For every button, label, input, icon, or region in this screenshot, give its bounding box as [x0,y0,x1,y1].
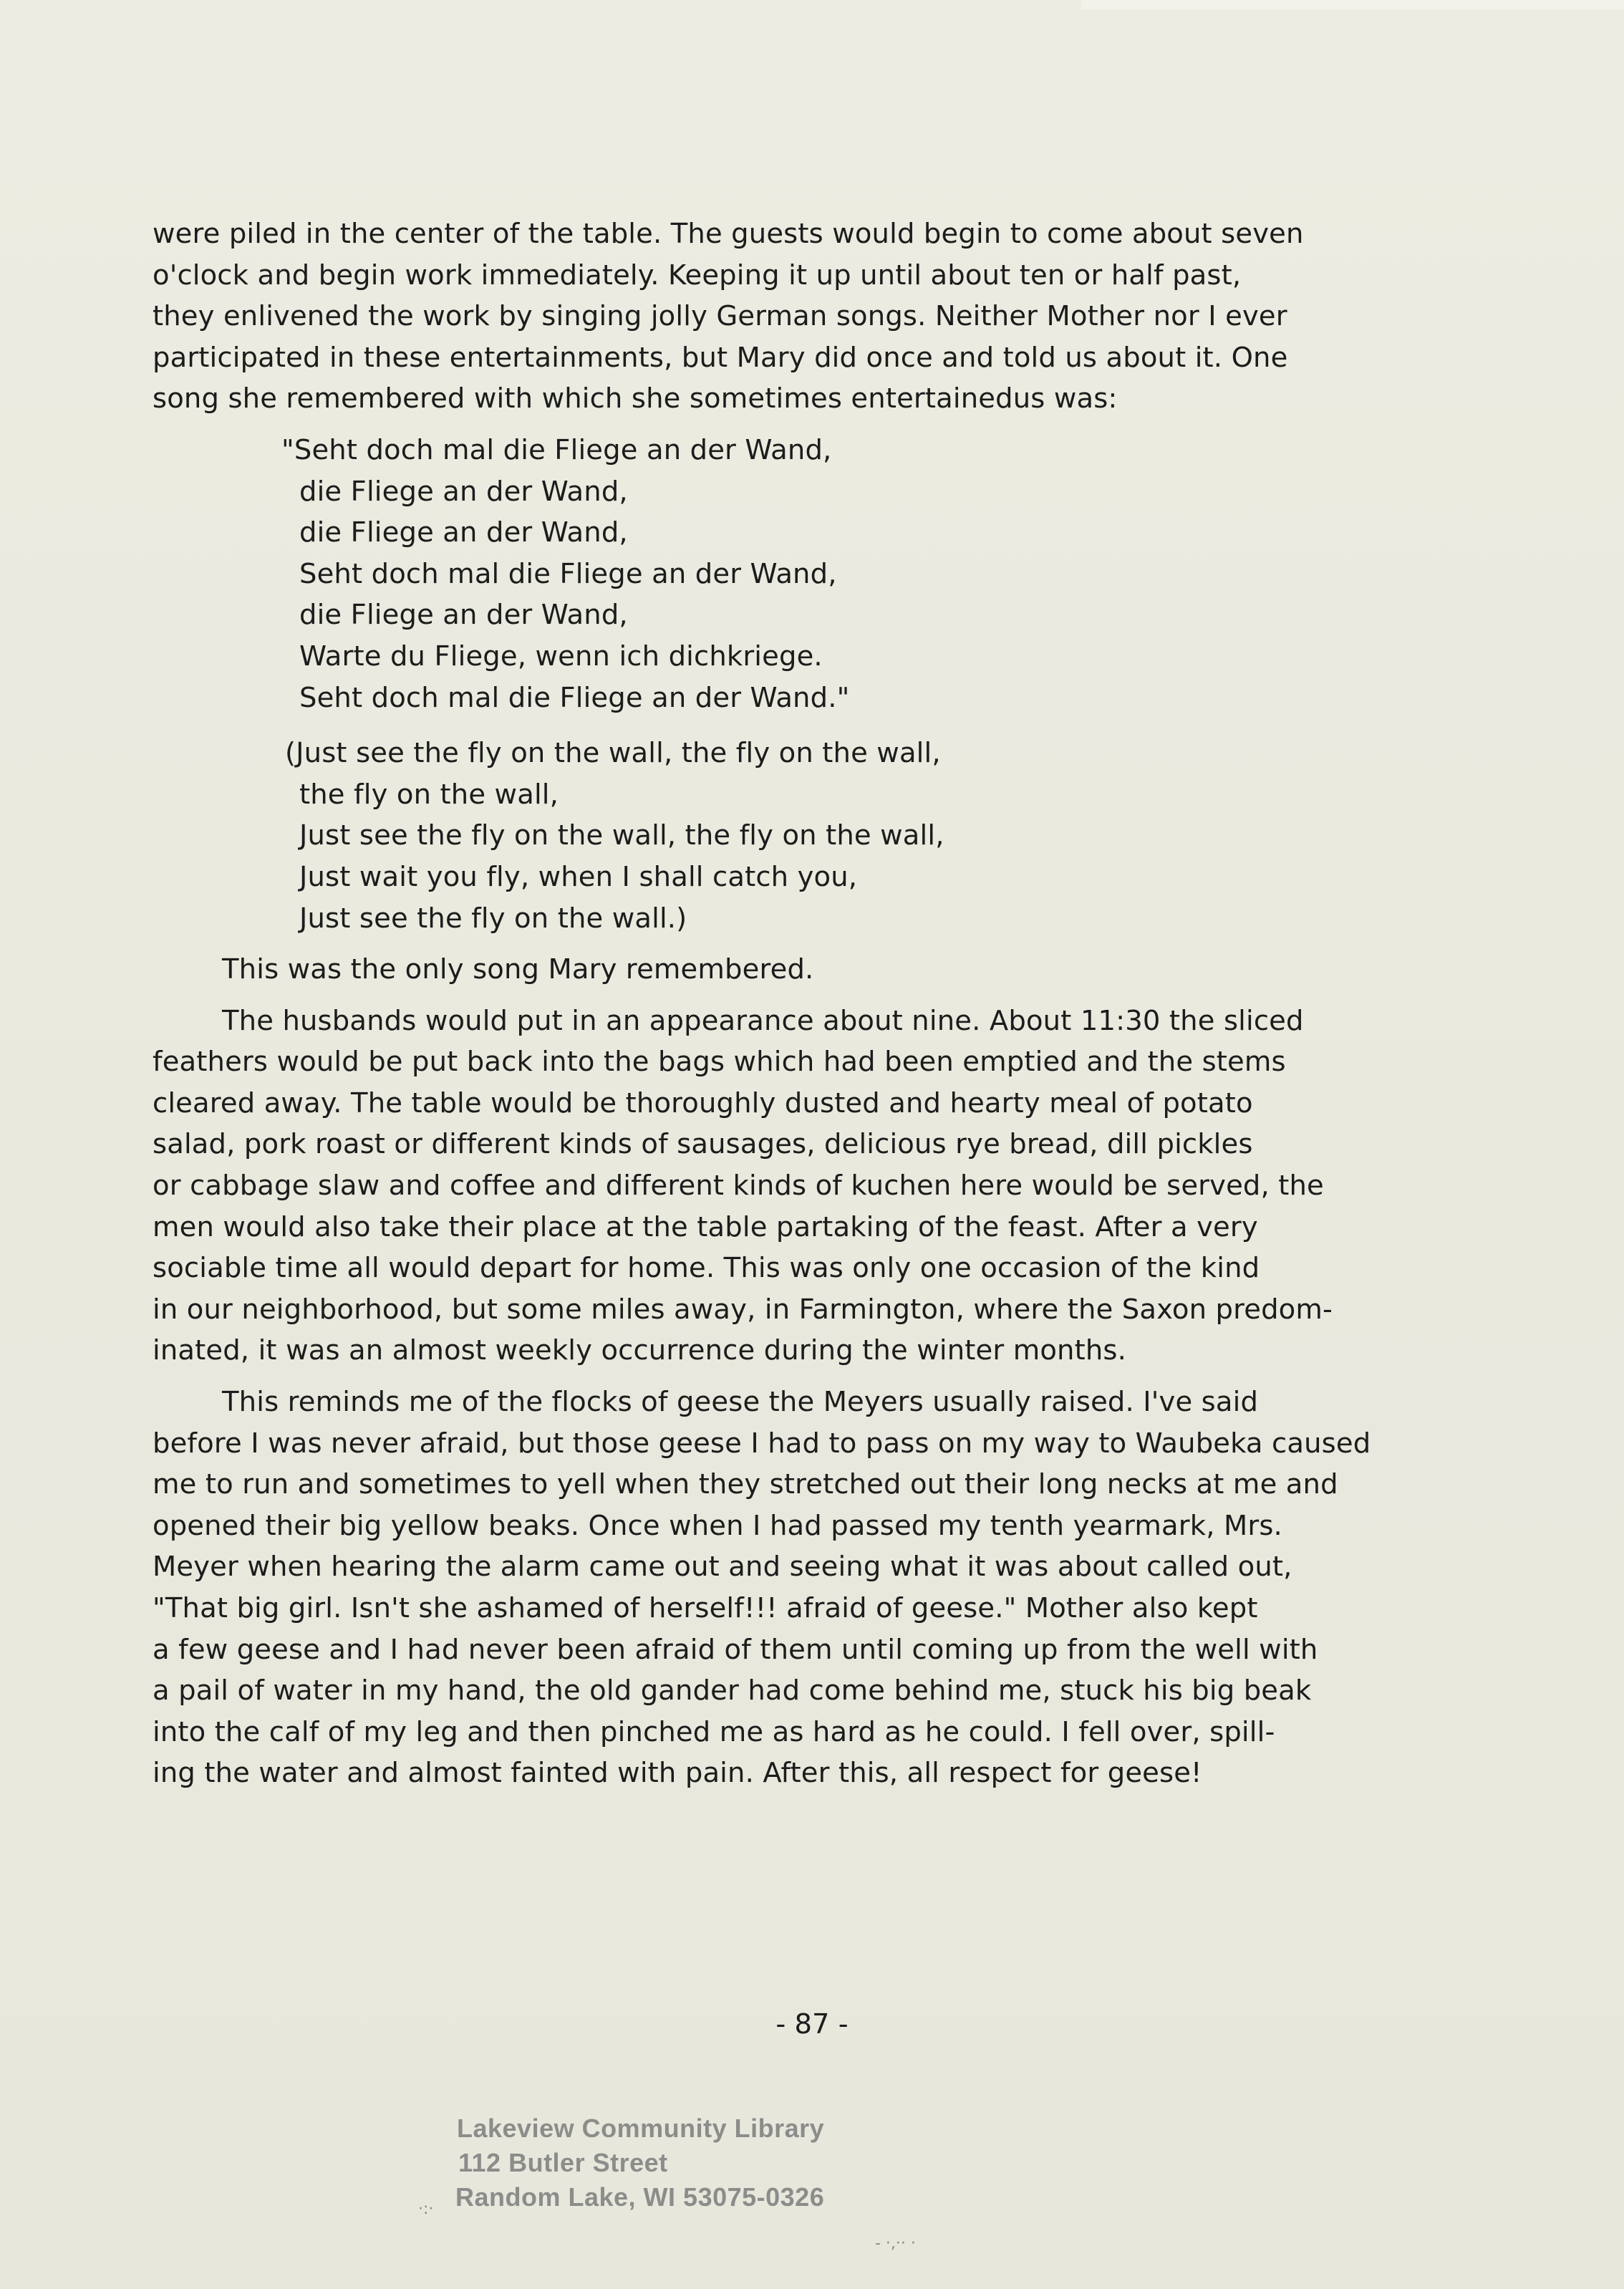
paragraph-2 [153,949,1470,991]
text-line: they enlivened the work by singing jolly German songs. Neither Mother nor I ever [153,300,1287,333]
text-line: or cabbage slaw and coffee and different kinds of kuchen here would be served, the [153,1170,1324,1203]
poem-line: Seht doch mal die Fliege an der Wand." [299,681,850,714]
stamp-street-address: 112 Butler Street [458,2148,668,2177]
poem-translation-line: (Just see the fly on the wall, the fly on the wall, [285,737,941,770]
poem-english [153,733,1470,939]
poem-translation-line: the fly on the wall, [299,778,559,811]
text-line: me to run and sometimes to yell when they stretched out their long necks at me and [153,1468,1338,1501]
page-top-edge [1081,0,1624,10]
poem-german [153,430,1470,718]
stamp-city-zip: Random Lake, WI 53075-0326 [455,2182,825,2212]
paragraph-1 [153,213,1470,420]
text-line: sociable time all would depart for home. This was only one occasion of the kind [153,1252,1260,1285]
paragraph-4 [153,1382,1470,1794]
stamp-library-name: Lakeview Community Library [457,2114,825,2143]
library-stamp [454,2111,824,2215]
page-number: - 87 - [775,2008,849,2040]
poem-line: die Fliege an der Wand, [299,599,628,632]
spacer [153,420,1470,430]
scan-speck: - ·,·· · [875,2235,916,2252]
text-line: "That big girl. Isn't she ashamed of herself!!! afraid of geese." Mother also kept [153,1592,1258,1624]
poem-line: die Fliege an der Wand, [299,475,628,508]
text-line: participated in these entertainments, but Mary did once and told us about it. One [153,341,1288,374]
text-line: Meyer when hearing the alarm came out and seeing what it was about called out, [153,1551,1292,1584]
spacer [153,991,1470,1001]
text-line: opened their big yellow beaks. Once when I had passed my tenth yearmark, Mrs. [153,1509,1282,1542]
paragraph-3 [153,1001,1470,1372]
poem-translation-line: Just wait you fly, when I shall catch you, [299,860,858,893]
text-line: o'clock and begin work immediately. Keeping it up until about ten or half past, [153,259,1242,291]
poem-line: "Seht doch mal die Fliege an der Wand, [281,433,832,466]
text-line: ing the water and almost fainted with pain. After this, all respect for geese! [153,1757,1202,1790]
text-line: a pail of water in my hand, the old gander had come behind me, stuck his big beak [153,1674,1312,1707]
text-line: were piled in the center of the table. The guests would begin to come about seven [153,218,1304,250]
poem-line: die Fliege an der Wand, [299,516,628,549]
text-line: inated, it was an almost weekly occurrence during the winter months. [153,1334,1126,1367]
poem-line: Seht doch mal die Fliege an der Wand, [299,557,837,590]
text-line: This reminds me of the flocks of geese the Meyers usually raised. I've said [222,1386,1259,1419]
text-line: song she remembered with which she sometimes entertainedus was: [153,382,1118,415]
poem-translation-line: Just see the fly on the wall.) [299,902,687,935]
poem-translation-line: Just see the fly on the wall, the fly on the wall, [299,819,944,852]
text-line: men would also take their place at the table partaking of the feast. After a very [153,1210,1258,1243]
body-text [153,213,1470,1794]
text-line: into the calf of my leg and then pinched me as hard as he could. I fell over, spill- [153,1715,1275,1748]
poem-line: Warte du Fliege, wenn ich dichkriege. [299,640,823,673]
text-line: a few geese and I had never been afraid of them until coming up from the well with [153,1633,1318,1666]
spacer [153,1372,1470,1382]
spacer [153,939,1470,949]
scan-speck: ·:· [418,2200,434,2218]
text-line: salad, pork roast or different kinds of sausages, delicious rye bread, dill pickles [153,1128,1253,1161]
text-line: This was the only song Mary remembered. [222,953,814,986]
text-line: feathers would be put back into the bags which had been emptied and the stems [153,1046,1286,1079]
text-line: cleared away. The table would be thoroughly dusted and hearty meal of potato [153,1086,1253,1119]
text-line: The husbands would put in an appearance about nine. About 11:30 the sliced [222,1004,1304,1037]
text-line: in our neighborhood, but some miles away, in Farmington, where the Saxon predom- [153,1293,1333,1326]
spacer [153,718,1470,733]
text-line: before I was never afraid, but those geese I had to pass on my way to Waubeka caused [153,1427,1371,1460]
